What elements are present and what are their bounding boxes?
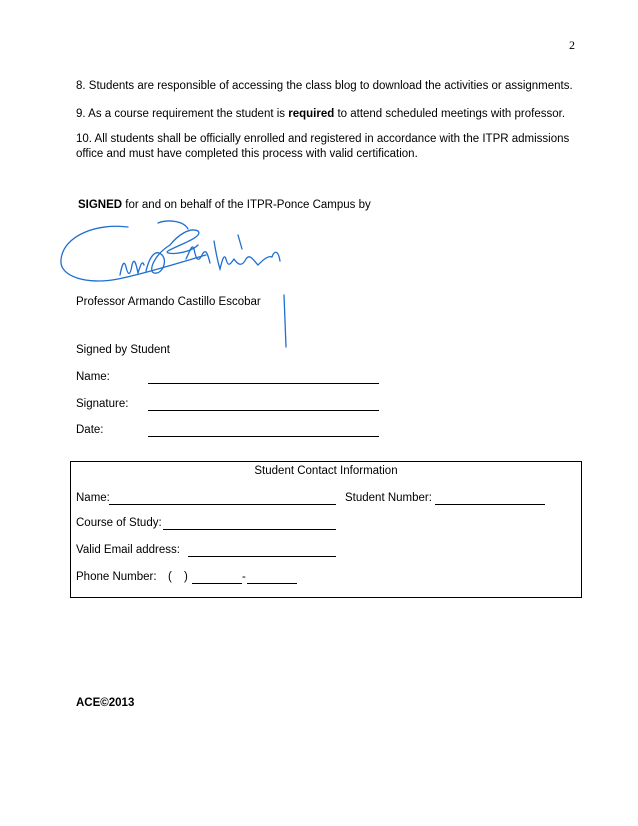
- course-of-study-line[interactable]: [163, 529, 336, 530]
- contact-name-label: Name:: [76, 492, 110, 504]
- phone-dash: -: [242, 571, 246, 583]
- student-number-label: Student Number:: [345, 492, 432, 504]
- clause-10-line-1: 10. All students shall be officially enrolled and registered in accordance with the ITPR admissions: [76, 133, 570, 145]
- contact-name-line[interactable]: [109, 504, 336, 505]
- contact-info-box: [70, 461, 582, 598]
- signed-statement: [78, 199, 371, 211]
- student-signature-heading: Signed by Student: [76, 344, 170, 356]
- student-name-label: Name:: [76, 371, 110, 383]
- contact-info-title: Student Contact Information: [254, 465, 398, 477]
- clause-9-text-end: to attend scheduled meetings with professor.: [334, 108, 566, 120]
- student-date-label: Date:: [76, 424, 104, 436]
- clause-9-emphasis: required: [288, 108, 335, 120]
- course-of-study-label: Course of Study:: [76, 517, 162, 529]
- email-line[interactable]: [188, 556, 336, 557]
- student-signature-line[interactable]: [148, 410, 379, 411]
- student-signature-label: Signature:: [76, 398, 129, 410]
- student-number-line[interactable]: [435, 504, 545, 505]
- phone-label: Phone Number:: [76, 571, 157, 583]
- clause-8: 8. Students are responsible of accessing the class blog to download the activities or assignments.: [76, 80, 573, 92]
- clause-10-line-2: office and must have completed this process with valid certification.: [76, 148, 418, 160]
- signatory-name: Professor Armando Castillo Escobar: [76, 296, 261, 308]
- phone-area-open-paren: (: [168, 571, 172, 583]
- signed-keyword: SIGNED: [78, 199, 123, 211]
- copyright-footer: ACE©2013: [76, 697, 135, 709]
- professor-signature: [58, 215, 298, 355]
- clause-9: [76, 108, 565, 120]
- signed-statement-text: for and on behalf of the ITPR-Ponce Campus by: [122, 199, 371, 211]
- phone-suffix-line[interactable]: [247, 583, 297, 584]
- phone-area-close-paren: ): [184, 571, 188, 583]
- email-label: Valid Email address:: [76, 544, 180, 556]
- student-date-line[interactable]: [148, 436, 379, 437]
- page-number: 2: [569, 38, 575, 52]
- clause-9-text-start: 9. As a course requirement the student is: [76, 108, 289, 120]
- phone-prefix-line[interactable]: [192, 583, 242, 584]
- student-name-line[interactable]: [148, 383, 379, 384]
